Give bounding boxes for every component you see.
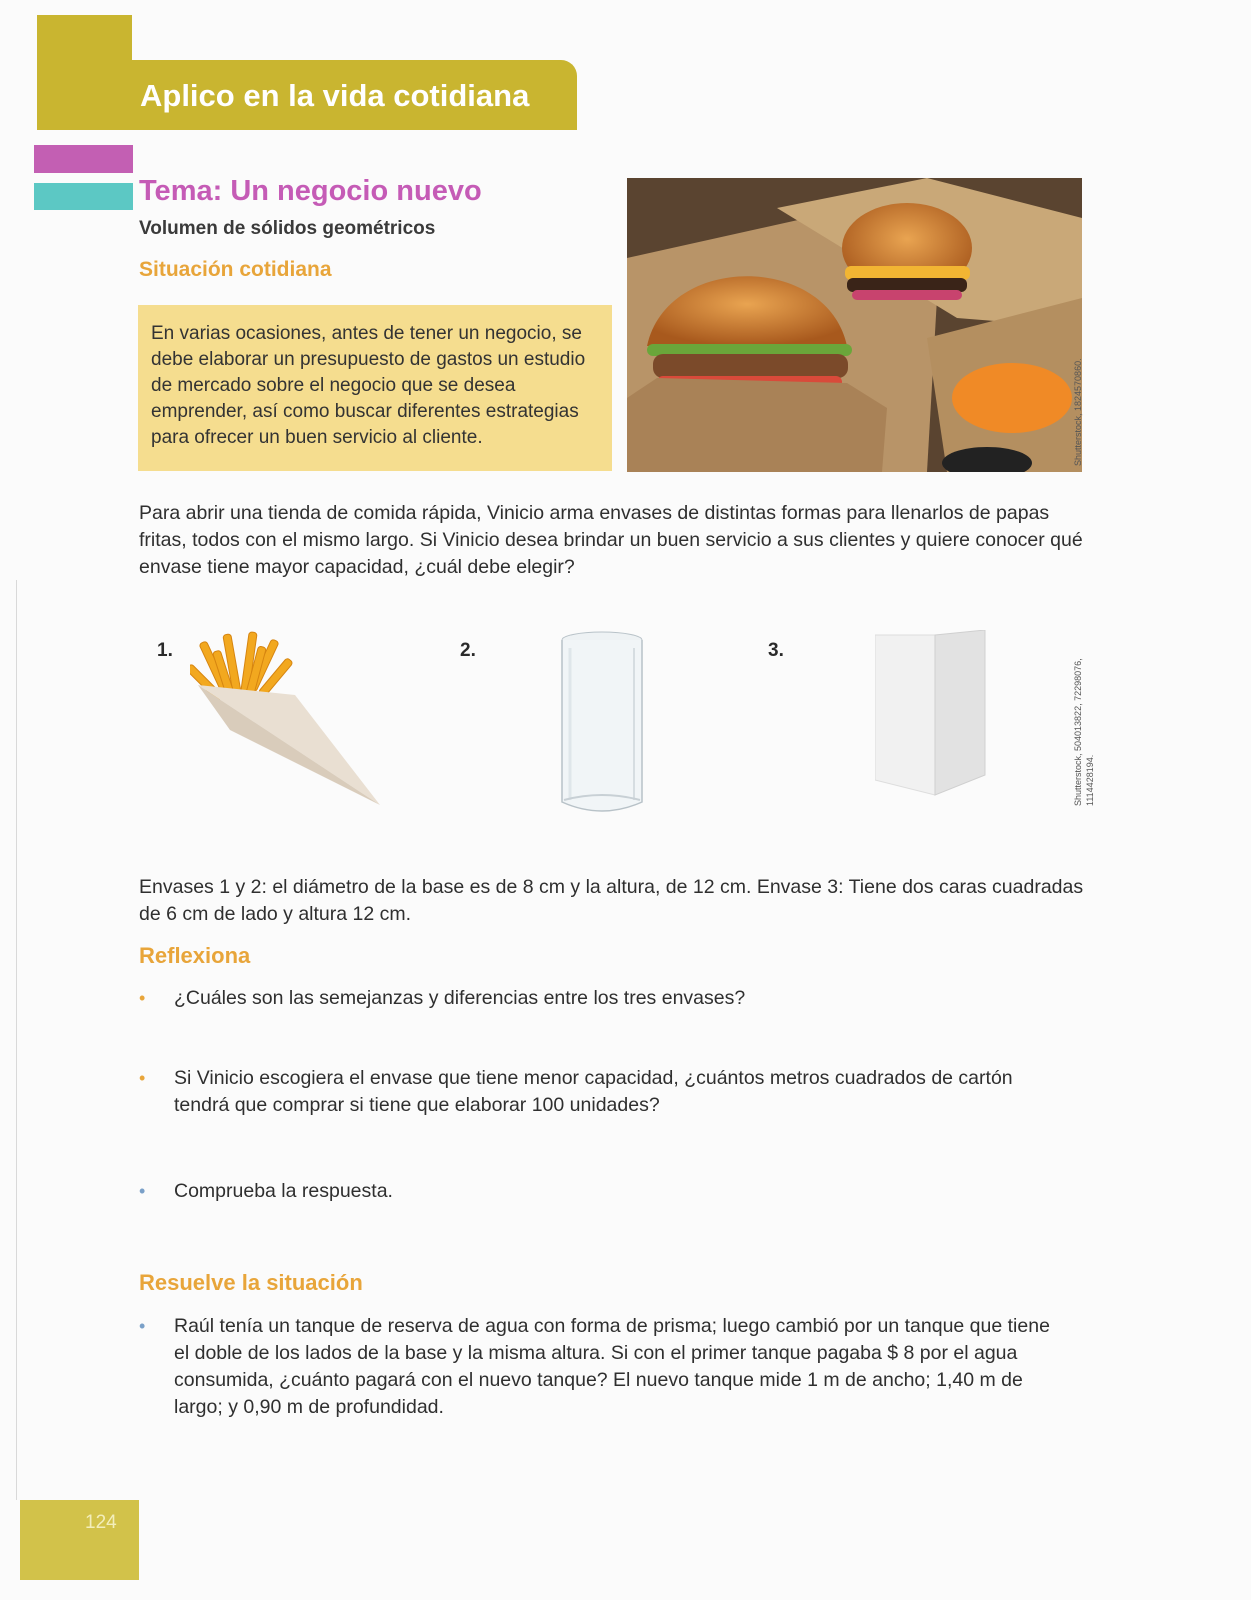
- reflexiona-item: [139, 985, 1059, 1012]
- reflexiona-item-text: ¿Cuáles son las semejanzas y diferencias entre los tres envases?: [174, 987, 746, 1009]
- page-margin-line: [16, 580, 17, 1500]
- bullet-dot-icon: •: [139, 1316, 146, 1336]
- situation-box: [138, 305, 612, 471]
- burger-photo: [627, 178, 1082, 472]
- topic-title: Tema: Un negocio nuevo: [139, 175, 482, 207]
- resuelve-item-text: Raúl tenía un tanque de reserva de agua con forma de prisma; luego cambió por un tanque que tiene el doble de los lados de la base y la misma altura. Si con el primer tanque pagaba $ 8 por el agua consumida, ¿cuánto pagará con el nuevo tanque? El nuevo tanque mide 1 m de ancho; 1,40 m de largo; y 0,90 m de profundidad.: [174, 1315, 1050, 1418]
- cone-container-image: [190, 630, 390, 825]
- photo-credit: Shutterstock, 1824570860.: [1073, 358, 1083, 466]
- resuelve-heading: Resuelve la situación: [139, 1270, 363, 1295]
- page-number: 124: [85, 1512, 117, 1533]
- fries-cone-icon: [190, 630, 390, 820]
- burger-illustration: [627, 178, 1082, 472]
- bullet-dot-icon: •: [139, 1068, 146, 1088]
- situation-heading: Situación cotidiana: [139, 258, 332, 281]
- page-number-tab: [20, 1500, 139, 1580]
- section-title: Aplico en la vida cotidiana: [140, 78, 530, 113]
- bullet-dot-icon: •: [139, 1181, 146, 1201]
- reflexiona-item-text: Comprueba la respuesta.: [174, 1180, 393, 1202]
- containers-credit-1: Shutterstock, 504013822, 72298076,: [1073, 658, 1083, 806]
- bullet-dot-icon: •: [139, 988, 146, 1008]
- container-1-number: 1.: [157, 640, 173, 661]
- containers-credit-2: 1114428194.: [1085, 754, 1095, 806]
- reflexiona-heading: Reflexiona: [139, 943, 251, 968]
- reflexiona-item-text: Si Vinicio escogiera el envase que tiene menor capacidad, ¿cuántos metros cuadrados de cartón tendrá que comprar si tiene que elaborar 100 unidades?: [174, 1067, 1013, 1116]
- topic-subtitle: Volumen de sólidos geométricos: [139, 218, 436, 239]
- prism-container-image: [875, 630, 995, 805]
- cylinder-container-image: [560, 630, 660, 825]
- decor-bar-teal: [34, 183, 133, 210]
- container-3-number: 3.: [768, 640, 784, 661]
- resuelve-item: [139, 1313, 1059, 1421]
- white-box-icon: [875, 630, 995, 800]
- decor-bar-pink: [34, 145, 133, 173]
- dimensions-text: Envases 1 y 2: el diámetro de la base es de 8 cm y la altura, de 12 cm. Envase 3: Tiene dos caras cuadradas de 6 cm de lado y altura 12 cm.: [139, 876, 1084, 925]
- glass-cylinder-icon: [560, 630, 660, 820]
- reflexiona-item: [139, 1178, 1059, 1205]
- problem-text: Para abrir una tienda de comida rápida, Vinicio arma envases de distintas formas para llenarlos de papas fritas, todos con el mismo largo. Si Vinicio desea brindar un buen servicio a sus clientes y quiere conocer qué envase tiene mayor capacidad, ¿cuál debe elegir?: [139, 502, 1083, 578]
- reflexiona-item: [139, 1065, 1059, 1119]
- situation-text: En varias ocasiones, antes de tener un negocio, se debe elaborar un presupuesto de gastos un estudio de mercado sobre el negocio que se desea emprender, así como buscar diferentes estrategias para ofrecer un buen servicio al cliente.: [151, 323, 586, 448]
- container-2-number: 2.: [460, 640, 476, 661]
